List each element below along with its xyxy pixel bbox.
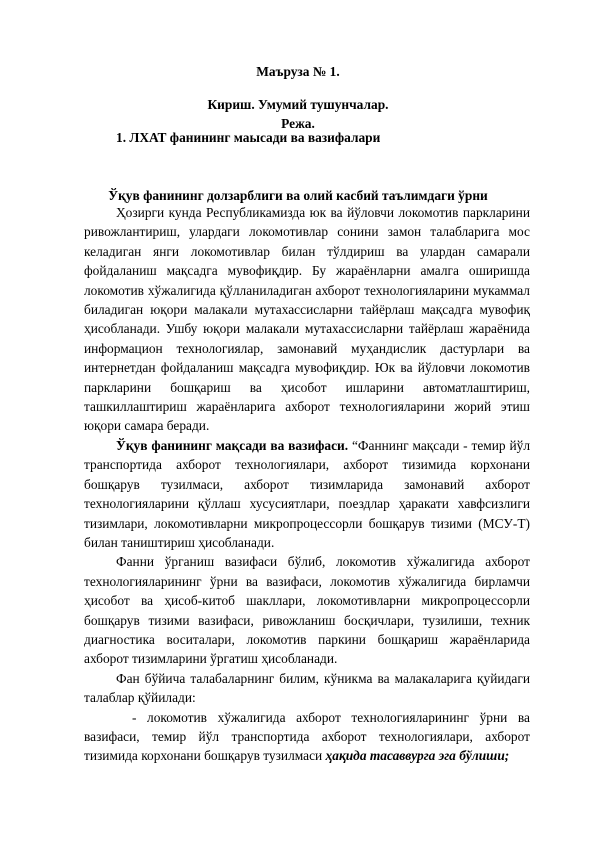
lecture-subtitle: Кириш. Умумий тушунчалар.	[207, 97, 389, 112]
paragraph-5	[84, 708, 530, 766]
paragraph-2-heading: Ўқув фанининг мақсади ва вазифаси.	[116, 437, 349, 453]
paragraph-2-text: “Фаннинг мақсади - темир йўл транспортида ахборот технологиялари, ахборот тизимида корхонани бошқарув тузилмаси, ахборот тизимларида замонавий ахборот технологияларини қўллаш хусусиятлари, поездлар ҳаракати хавфсизлиги тизимлари, локомотивларни микропроцессорли бошқарув тизими (МСУ-Т) билан таништириш ҳисобланади.	[84, 437, 530, 550]
plan-label: Режа.	[281, 116, 315, 131]
paragraph-1: Ҳозирги кунда Республикамизда юк ва йўловчи локомотив паркларини ривожлантириш, улардаги локомотивлар сонини замон талабларига мос келадиган янги локомотивлар билан тўлдириш ва улардан самарали фойдаланиш мақсадга мувофиқдир. Бу жараёнларни амалга оширишда локомотив хўжалигида қўлланиладиган ахборот технологияларини мукаммал биладиган юқори малакали мутахассисларни тайёрлаш мақсадга мувофиқ ҳисобланади. Ушбу юқори малакали мутахассисларни тайёрлаш жараёнида информацион технологиялар, замонавий муҳандислик дастурлари ва интернетдан фойдаланиш мақсадга мувофиқдир. Юк ва йўловчи локомотив паркларини бошқариш ва ҳисобот ишларини автоматлаштириш, ташкиллаштириш жараёнларига ахборот технологияларини жорий этиш юқори самара беради.	[84, 205, 530, 434]
section-heading: 1. ЛХАТ фанининг маысади ва вазифалари	[116, 130, 381, 145]
paragraph-5-text: - локомотив хўжалигида ахборот технологияларининг ўрни ва вазифаси, темир йўл транспортида ахборот технологиялари, ахборот тизимида корхонани бошқарув тузилмаси	[84, 709, 530, 764]
subsection-heading: Ўқув фанининг долзарблиги ва олий касбий таълимдаги ўрни	[108, 188, 488, 203]
paragraph-3: Фанни ўрганиш вазифаси бўлиб, локомотив хўжалигида ахборот технологияларининг ўрни ва вазифаси, локомотив хўжалигида бирламчи ҳисобот ва ҳисоб-китоб шакллари, локомотивларни микропроцессорли бошқарув тизими вазифаси, ривожланиш босқичлари, тузилиши, техник диагностика воситалари, локомотив паркини бошқариш жараёнларида ахборот тизимларини ўргатиш ҳисобланади.	[84, 554, 530, 667]
body-text	[84, 203, 530, 766]
lecture-title: Маъруза № 1.	[256, 64, 340, 79]
paragraph-4: Фан бўйича талабаларнинг билим, кўникма ва малакаларига қуйидаги талаблар қўйилади:	[84, 670, 530, 706]
paragraph-2	[84, 436, 530, 552]
paragraph-5-emphasis: ҳақида тасаввурга эга бўлиши;	[325, 748, 510, 764]
